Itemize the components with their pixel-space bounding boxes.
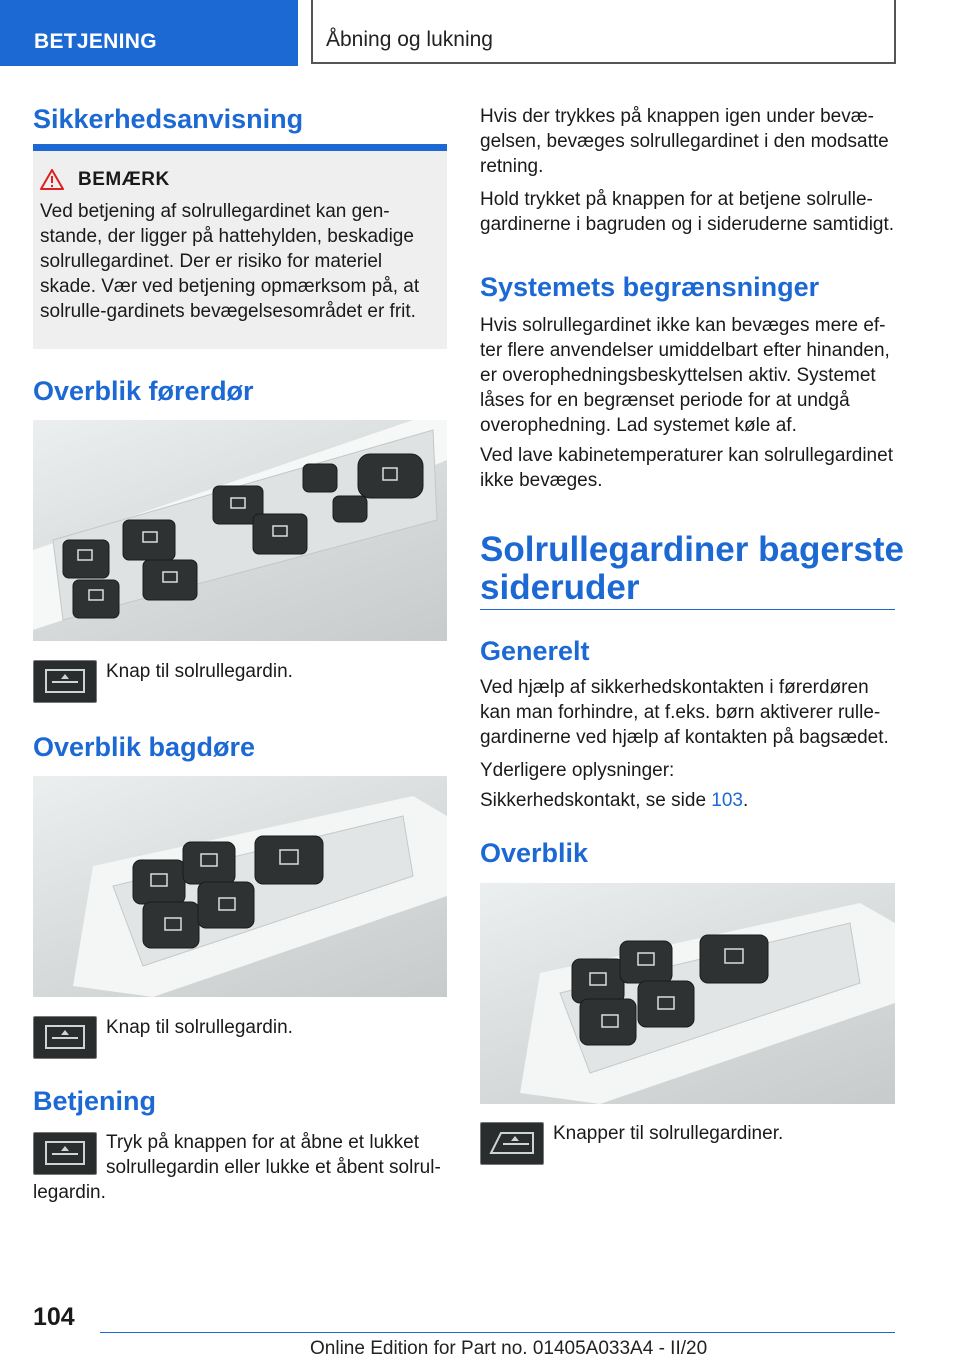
sunblind-icon: [34, 661, 96, 702]
rear-overview-heading: Overblik bagdøre: [33, 732, 256, 762]
operation-heading: Betjening: [33, 1086, 157, 1116]
section-tab: BETJENING: [0, 0, 298, 66]
operation-text-line1: Tryk på knappen for at åbne et lukket: [106, 1132, 419, 1153]
page-number: 104: [33, 1303, 75, 1331]
heading-rule: [33, 144, 447, 151]
reference-text: Sikkerhedskontakt, se side: [480, 790, 712, 811]
driver-door-switch-illustration: [33, 420, 447, 641]
blind-button-icon: [33, 660, 97, 703]
rear-side-blinds-heading-line2: sideruder: [480, 568, 640, 607]
sunblind-icon: [34, 1133, 96, 1174]
operation-text-line2: solrullegardin eller lukke et åbent solrul-: [106, 1157, 441, 1178]
rear-door-switch-photo: [33, 776, 447, 997]
general-paragraph: Ved hjælp af sikkerhedskontakten i førerdøren kan man forhindre, at f.eks. børn aktiverer rulle-gardinerne ved hjælp af kontakten på bagsædet.: [480, 677, 889, 748]
footer-rule: [100, 1332, 895, 1333]
driver-caption: Knap til solrullegardin.: [106, 661, 293, 682]
note-title-text: BEMÆRK: [78, 169, 170, 190]
limits-paragraph: Hvis solrullegardinet ikke kan bevæges mere ef-ter flere anvendelser umiddelbart efter hinanden, er overophedningsbeskyttelsen aktiv. Systemet låses for en begrænset periode for at undgå overophedning. Lad systemet køle af.: [480, 315, 890, 436]
rear-caption: Knap til solrullegardin.: [106, 1017, 293, 1038]
reference-end: .: [743, 790, 749, 811]
reverse-paragraph: Hvis der trykkes på knappen igen under bevæ-gelsen, bevæges solrullegardinet i den modsatte retning.: [480, 106, 889, 177]
hold-paragraph: Hold trykket på knappen for at betjene solrulle-gardinerne i bagruden og i sideruderne samtidigt.: [480, 189, 895, 235]
driver-overview-heading: Overblik førerdør: [33, 376, 254, 406]
overview-caption: Knapper til solrullegardiner.: [553, 1123, 784, 1144]
warning-note: [33, 151, 447, 349]
rear-side-blinds-heading-line1: Solrullegardiner bagerste: [480, 530, 905, 569]
page-link-103[interactable]: 103: [711, 790, 743, 811]
blind-buttons-icon: [480, 1122, 544, 1165]
low-temp-paragraph: Ved lave kabinetemperaturer kan solrullegardinet ikke bevæges.: [480, 445, 893, 491]
safety-heading: Sikkerhedsanvisning: [33, 104, 304, 134]
side-sunblind-icon: [481, 1123, 543, 1164]
big-heading-rule: [480, 609, 895, 610]
rear-blind-switch-illustration: [480, 883, 895, 1104]
blind-button-icon: [33, 1016, 97, 1059]
chapter-title: Åbning og lukning: [311, 0, 896, 64]
more-info: Yderligere oplysninger:: [480, 760, 675, 781]
driver-door-switch-photo: [33, 420, 447, 641]
warning-triangle-icon: [40, 169, 64, 190]
rear-door-switch-illustration: [33, 776, 447, 997]
blind-button-icon: [33, 1132, 97, 1175]
sunblind-icon: [34, 1017, 96, 1058]
operation-text-line3: legardin.: [33, 1182, 106, 1203]
general-heading: Generelt: [480, 636, 590, 666]
safety-switch-reference: [480, 788, 748, 813]
limits-heading: Systemets begrænsninger: [480, 272, 820, 302]
edition-note: Online Edition for Part no. 01405A033A4 - II/20: [310, 1338, 708, 1359]
note-text: Ved betjening af solrullegardinet kan gen-stande, der ligger på hattehylden, beskadige solrullegardinet. Der er risiko for materiel skade. Vær ved betjening opmærksom på, at solrulle-gardinets bevægelsesområdet er frit.: [40, 201, 420, 322]
note-title: [40, 169, 439, 199]
rear-blind-switch-photo: [480, 883, 895, 1104]
overview-heading: Overblik: [480, 838, 589, 868]
